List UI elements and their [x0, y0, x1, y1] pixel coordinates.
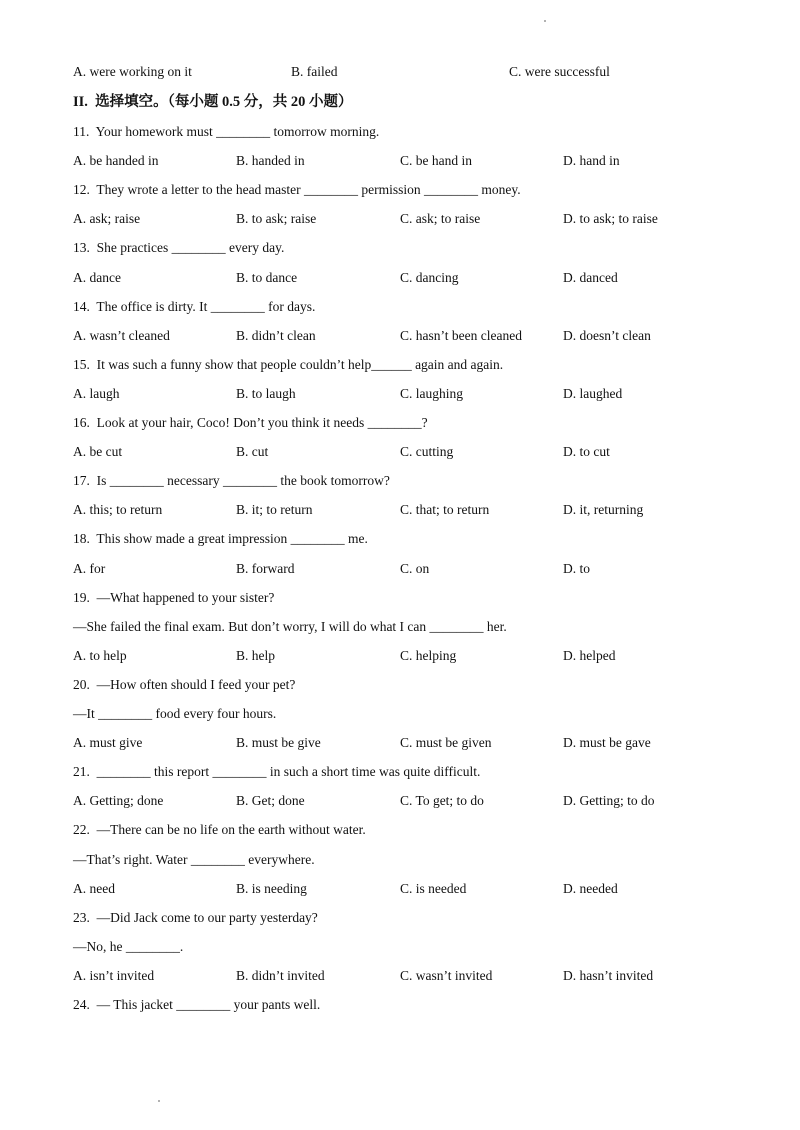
- option-d: D. hasn’t invited: [563, 968, 654, 983]
- option-d: D. Getting; to do: [563, 793, 655, 808]
- option-c: C. To get; to do: [400, 793, 484, 808]
- option-c: C. were successful: [509, 64, 610, 79]
- option-a: A. isn’t invited: [73, 968, 155, 983]
- question-stem: 20. —How often should I feed your pet?: [73, 677, 296, 692]
- option-d: D. to cut: [563, 444, 610, 459]
- option-d: D. hand in: [563, 153, 620, 168]
- question-options: [73, 881, 773, 897]
- question-stem: 23. —Did Jack come to our party yesterday?: [73, 910, 318, 925]
- option-d: D. laughed: [563, 386, 623, 401]
- option-c: C. cutting: [400, 444, 454, 459]
- option-a: A. to help: [73, 648, 127, 663]
- question-stem: 18. This show made a great impression ________ me.: [73, 531, 368, 546]
- option-a: A. need: [73, 881, 115, 896]
- page-mark-top: [544, 20, 546, 22]
- question-stem: 24. — This jacket ________ your pants well.: [73, 997, 321, 1012]
- question-dialogue-line: —That’s right. Water ________ everywhere.: [73, 852, 315, 867]
- option-b: B. help: [236, 648, 275, 663]
- option-c: C. wasn’t invited: [400, 968, 493, 983]
- question-dialogue-line: —It ________ food every four hours.: [73, 706, 277, 721]
- option-a: A. wasn’t cleaned: [73, 328, 170, 343]
- question-stem: 17. Is ________ necessary ________ the book tomorrow?: [73, 473, 390, 488]
- option-d: D. doesn’t clean: [563, 328, 651, 343]
- option-c: C. helping: [400, 648, 457, 663]
- option-c: C. is needed: [400, 881, 467, 896]
- option-b: B. is needing: [236, 881, 307, 896]
- option-a: A. this; to return: [73, 502, 163, 517]
- question-stem: 16. Look at your hair, Coco! Don’t you think it needs ________?: [73, 415, 428, 430]
- option-d: D. to ask; to raise: [563, 211, 658, 226]
- option-c: C. must be given: [400, 735, 492, 750]
- question-options: [73, 502, 773, 518]
- question-options: [73, 270, 773, 286]
- option-a: A. ask; raise: [73, 211, 141, 226]
- question-stem: 14. The office is dirty. It ________ for days.: [73, 299, 316, 314]
- option-b: B. forward: [236, 561, 295, 576]
- option-c: C. hasn’t been cleaned: [400, 328, 522, 343]
- question-options: [73, 561, 773, 577]
- option-b: B. to dance: [236, 270, 298, 285]
- question-dialogue-line: —She failed the final exam. But don’t worry, I will do what I can ________ her.: [73, 619, 507, 634]
- option-d: D. danced: [563, 270, 618, 285]
- previous-question-options: [73, 64, 773, 80]
- question-options: [73, 386, 773, 402]
- question-options: [73, 153, 773, 169]
- question-options: [73, 211, 773, 227]
- option-c: C. on: [400, 561, 430, 576]
- question-stem: 22. —There can be no life on the earth without water.: [73, 822, 366, 837]
- option-d: D. it, returning: [563, 502, 644, 517]
- option-b: B. must be give: [236, 735, 321, 750]
- option-b: B. handed in: [236, 153, 305, 168]
- option-b: B. failed: [291, 64, 338, 79]
- question-options: [73, 793, 773, 809]
- option-b: B. didn’t invited: [236, 968, 325, 983]
- option-c: C. that; to return: [400, 502, 490, 517]
- option-d: D. to: [563, 561, 590, 576]
- option-d: D. must be gave: [563, 735, 651, 750]
- question-stem: 19. —What happened to your sister?: [73, 590, 275, 605]
- option-a: A. were working on it: [73, 64, 192, 79]
- question-options: [73, 735, 773, 751]
- option-c: C. laughing: [400, 386, 463, 401]
- option-a: A. be handed in: [73, 153, 159, 168]
- option-a: A. dance: [73, 270, 121, 285]
- option-b: B. didn’t clean: [236, 328, 316, 343]
- option-c: C. ask; to raise: [400, 211, 481, 226]
- question-options: [73, 444, 773, 460]
- question-options: [73, 648, 773, 664]
- question-dialogue-line: —No, he ________.: [73, 939, 184, 954]
- option-a: A. be cut: [73, 444, 123, 459]
- option-a: A. must give: [73, 735, 143, 750]
- question-stem: 13. She practices ________ every day.: [73, 240, 285, 255]
- option-b: B. it; to return: [236, 502, 313, 517]
- option-d: D. helped: [563, 648, 616, 663]
- section-heading: II. 选择填空。（每小题 0.5 分，共 20 小题）: [73, 94, 353, 110]
- option-b: B. to ask; raise: [236, 211, 317, 226]
- page-mark-bottom: [158, 1100, 160, 1102]
- option-b: B. cut: [236, 444, 269, 459]
- question-stem: 21. ________ this report ________ in such a short time was quite difficult.: [73, 764, 481, 779]
- question-stem: 15. It was such a funny show that people couldn’t help______ again and again.: [73, 357, 504, 372]
- option-a: A. for: [73, 561, 106, 576]
- question-stem: 12. They wrote a letter to the head master ________ permission ________ money.: [73, 182, 521, 197]
- question-stem: 11. Your homework must ________ tomorrow morning.: [73, 124, 380, 139]
- option-a: A. laugh: [73, 386, 120, 401]
- option-b: B. to laugh: [236, 386, 296, 401]
- question-options: [73, 968, 773, 984]
- option-b: B. Get; done: [236, 793, 305, 808]
- option-c: C. be hand in: [400, 153, 472, 168]
- option-d: D. needed: [563, 881, 618, 896]
- option-a: A. Getting; done: [73, 793, 164, 808]
- option-c: C. dancing: [400, 270, 459, 285]
- question-options: [73, 328, 773, 344]
